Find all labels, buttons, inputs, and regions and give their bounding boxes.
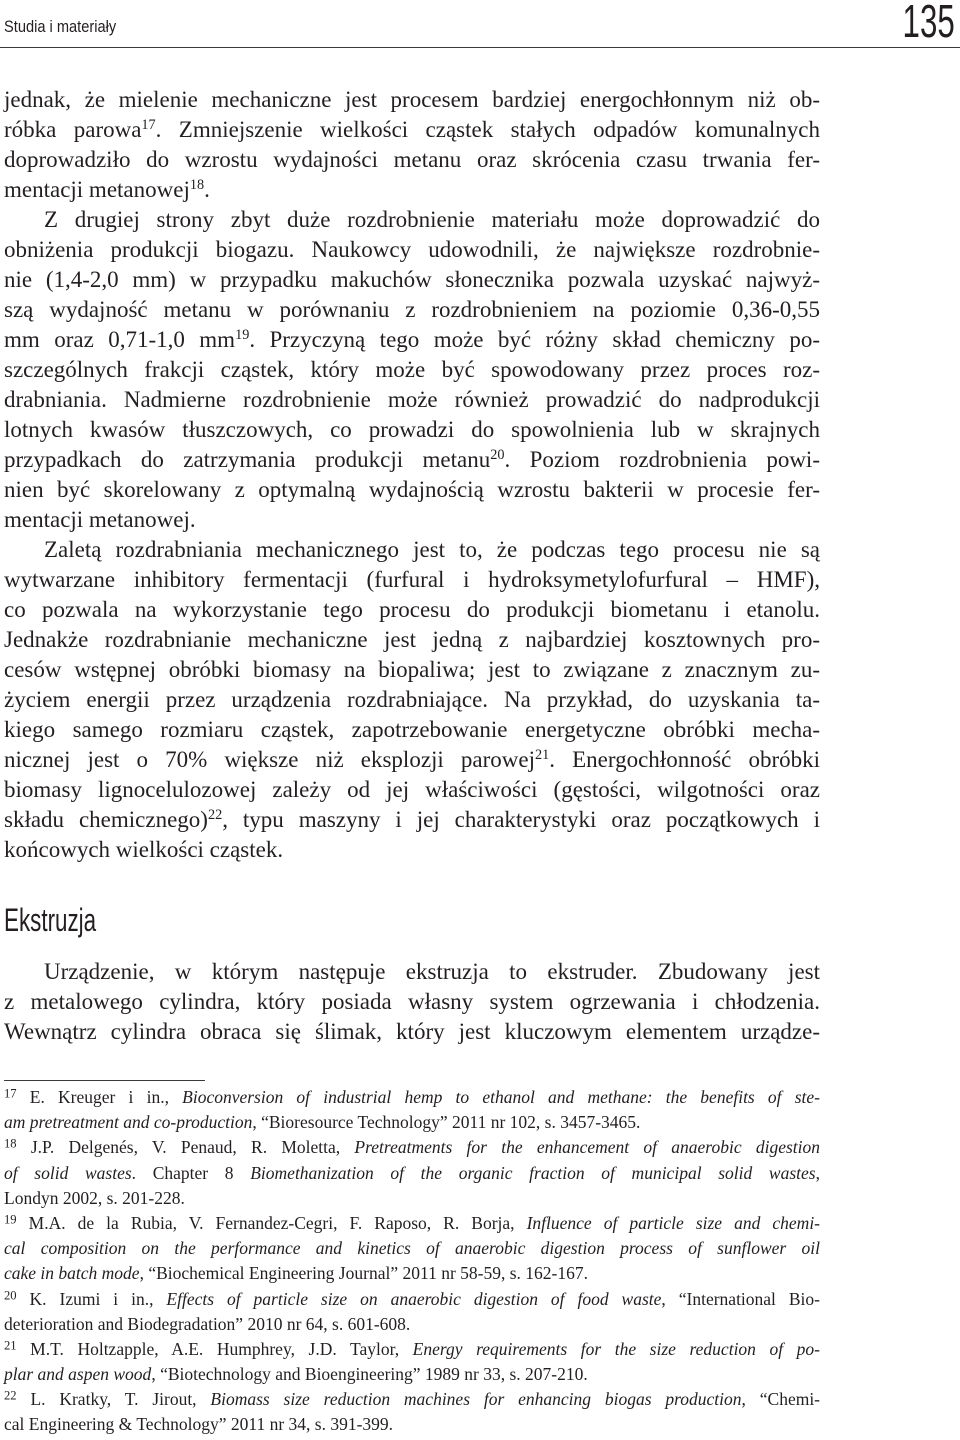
text-segment: składu chemicznego) (4, 807, 208, 832)
text-line: kiego samego rozmiaru cząstek, zapotrzebowanie energetyczne obróbki mecha- (4, 717, 820, 742)
footnote (4, 1135, 820, 1211)
footnote-line: Londyn 2002, s. 201-228. (4, 1187, 185, 1208)
text-line: szczególnych frakcji cząstek, który może być spowodowany przez proces roz- (4, 357, 820, 382)
text-line: szą wydajność metanu w porównaniu z rozdrobnieniem na poziomie 0,36-0,55 (4, 297, 820, 322)
title-segment: am pretreatment and co-production (4, 1112, 253, 1133)
title-segment: cake in batch mode (4, 1263, 140, 1284)
text-line (4, 745, 820, 775)
text-segment: . Zmniejszenie wielkości cząstek stałych odpadów komunalnych (155, 117, 820, 142)
text-line: życiem energii przez urządzenia rozdrabniające. Na przykład, do uzyskania ta- (4, 687, 820, 712)
text-segment: M.A. de la Rubia, V. Fernandez-Cegri, F. Raposo, R. Borja, (28, 1212, 527, 1233)
text-line: doprowadziło do wzrostu wydajności metanu oraz skrócenia czasu trwania fer- (4, 147, 820, 172)
text-line: lotnych kwasów tłuszczowych, co prowadzi do spowolnienia lub w skrajnych (4, 417, 820, 442)
footnote-number: 18 (4, 1136, 17, 1151)
text-line: nien być skorelowany z optymalną wydajnością wzrostu bakterii w procesie fer- (4, 477, 820, 502)
footnote (4, 1337, 820, 1387)
text-segment: E. Kreuger i in., (29, 1087, 183, 1107)
footnote-number: 21 (4, 1338, 17, 1353)
text-segment: , typu maszyny i jej charakterystyki oraz początkowych i (222, 807, 820, 832)
text-segment: przypadkach do zatrzymania produkcji metanu (4, 447, 491, 472)
footnote-number: 17 (4, 1086, 17, 1101)
text-segment: , “Bioresource Technology” 2011 nr 102, s. 3457-3465. (252, 1112, 641, 1133)
footnote-separator (4, 1080, 205, 1081)
text-segment: , “Biotechnology and Bioengineering” 1989 nr 33, s. 207-210. (151, 1364, 588, 1385)
text-line: obniżenia produkcji biogazu. Naukowcy udowodnili, że największe rozdrobnie- (4, 237, 820, 262)
title-segment: Bioconversion of industrial hemp to ethanol and methane: the benefits of ste- (182, 1087, 820, 1107)
title-segment: of solid wastes (4, 1162, 132, 1183)
footnote-line (4, 1236, 820, 1261)
text-line: biomasy lignocelulozowej zależy od jej właściwości (gęstości, wilgotności oraz (4, 777, 820, 802)
text-line (4, 325, 820, 355)
text-line (4, 115, 820, 145)
title-segment: Pretreatments for the enhancement of anaerobic digestion (354, 1137, 821, 1158)
text-line: jednak, że mielenie mechaniczne jest procesem bardziej energochłonnym niż ob- (4, 87, 820, 112)
text-segment: K. Izumi i in., (29, 1288, 167, 1309)
footnote-line (4, 1135, 820, 1160)
footnote-line (4, 1261, 820, 1286)
section-text (4, 957, 820, 1047)
footnote-reference: 22 (207, 807, 223, 824)
footnote-line (4, 1085, 820, 1110)
footnote-reference: 17 (141, 117, 156, 134)
footnote-number: 20 (4, 1287, 17, 1302)
footnote-line (4, 1287, 820, 1312)
text-segment: , “International Bio- (661, 1288, 820, 1309)
text-segment: M.T. Holtzapple, A.E. Humphrey, J.D. Taylor, (30, 1338, 413, 1359)
section-heading: Ekstruzja (4, 902, 97, 938)
footnote-line (4, 1387, 820, 1412)
footnote (4, 1211, 820, 1287)
header-rule (0, 47, 960, 48)
footnote-line (4, 1110, 820, 1135)
footnote-number: 19 (4, 1212, 17, 1227)
text-segment: mm oraz 0,71-1,0 mm (4, 327, 236, 352)
text-line: Wewnątrz cylindra obraca się ślimak, który jest kluczowym elementem urządze- (4, 1019, 820, 1044)
text-segment: . (204, 177, 210, 202)
footnote-line (4, 1337, 820, 1362)
text-line: mentacji metanowej. (4, 507, 196, 532)
text-line (4, 175, 820, 205)
footnote-line (4, 1161, 820, 1186)
text-line: wytwarzane inhibitory fermentacji (furfural i hydroksymetylofurfural – HMF), (4, 567, 820, 592)
title-segment: Biomass size reduction machines for enhancing biogas production (210, 1389, 742, 1410)
footnote-line: deterioration and Biodegradation” 2010 nr 64, s. 601-608. (4, 1313, 411, 1334)
text-segment: . Chapter 8 (131, 1162, 251, 1183)
text-segment: nicznej jest o 70% większe niż eksplozji parowej (4, 747, 535, 772)
text-line: z metalowego cylindra, który posiada własny system ogrzewania i chłodzenia. (4, 989, 820, 1014)
text-line: cesów wstępnej obróbki biomasy na biopaliwa; jest to związane z znacznym zu- (4, 657, 820, 682)
title-segment: Energy requirements for the size reduction of po- (412, 1338, 821, 1359)
footnote-reference: 20 (490, 447, 505, 464)
body-text (4, 85, 820, 865)
footnote-reference: 21 (535, 747, 550, 764)
footnote-line: cal Engineering & Technology” 2011 nr 34, s. 391-399. (4, 1414, 394, 1435)
title-segment: Biomethanization of the organic fraction of municipal solid wastes (250, 1162, 816, 1183)
text-line: Urządzenie, w którym następuje ekstruzja to ekstruder. Zbudowany jest (44, 959, 820, 984)
text-segment: , “Biochemical Engineering Journal” 2011 nr 58-59, s. 162-167. (139, 1263, 588, 1284)
footnote-reference: 18 (189, 177, 205, 194)
text-line (4, 445, 820, 475)
running-section-title: Studia i materiały (4, 17, 117, 36)
text-line: Zaletą rozdrabniania mechanicznego jest to, że podczas tego procesu nie są (44, 537, 820, 562)
page-number: 135 (902, 0, 955, 47)
text-line (4, 805, 820, 835)
text-line: końcowych wielkości cząstek. (4, 837, 284, 862)
text-line: nie (1,4-2,0 mm) w przypadku makuchów słonecznika pozwala uzyskać najwyż- (4, 267, 820, 292)
text-line: co pozwala na wykorzystanie tego procesu do produkcji biometanu i etanolu. (4, 597, 820, 622)
footnote-line (4, 1211, 820, 1236)
text-segment: róbka parowa (4, 117, 142, 142)
footnote-number: 22 (4, 1388, 17, 1403)
title-segment: cal composition on the performance and kinetics of anaerobic digestion process of sunflower oil (4, 1238, 820, 1259)
footnote-reference: 19 (235, 327, 250, 344)
title-segment: Influence of particle size and chemi- (526, 1212, 821, 1233)
title-segment: plar and aspen wood (4, 1364, 152, 1385)
footnote (4, 1085, 820, 1135)
text-line: Z drugiej strony zbyt duże rozdrobnienie materiału może doprowadzić do (44, 207, 820, 232)
footnotes (4, 1085, 820, 1438)
footnote (4, 1387, 820, 1437)
text-segment: mentacji metanowej (4, 177, 190, 202)
text-segment: , “Chemi- (741, 1389, 821, 1410)
title-segment: Effects of particle size on anaerobic digestion of food waste (166, 1288, 662, 1309)
text-segment: . Przyczyną tego może być różny skład chemiczny po- (249, 327, 821, 352)
text-segment: . Energochłonność obróbki (549, 747, 821, 772)
text-segment: , (815, 1162, 820, 1183)
footnote-line (4, 1362, 820, 1387)
text-line: drabniania. Nadmierne rozdrobnienie może również prowadzić do nadprodukcji (4, 387, 820, 412)
text-segment: J.P. Delgenés, V. Penaud, R. Moletta, (30, 1137, 355, 1158)
text-line: Jednakże rozdrabnianie mechaniczne jest jedną z najbardziej kosztownych pro- (4, 627, 820, 652)
footnote (4, 1287, 820, 1337)
text-segment: L. Kratky, T. Jirout, (30, 1389, 211, 1410)
text-segment: . Poziom rozdrobnienia powi- (504, 447, 820, 472)
